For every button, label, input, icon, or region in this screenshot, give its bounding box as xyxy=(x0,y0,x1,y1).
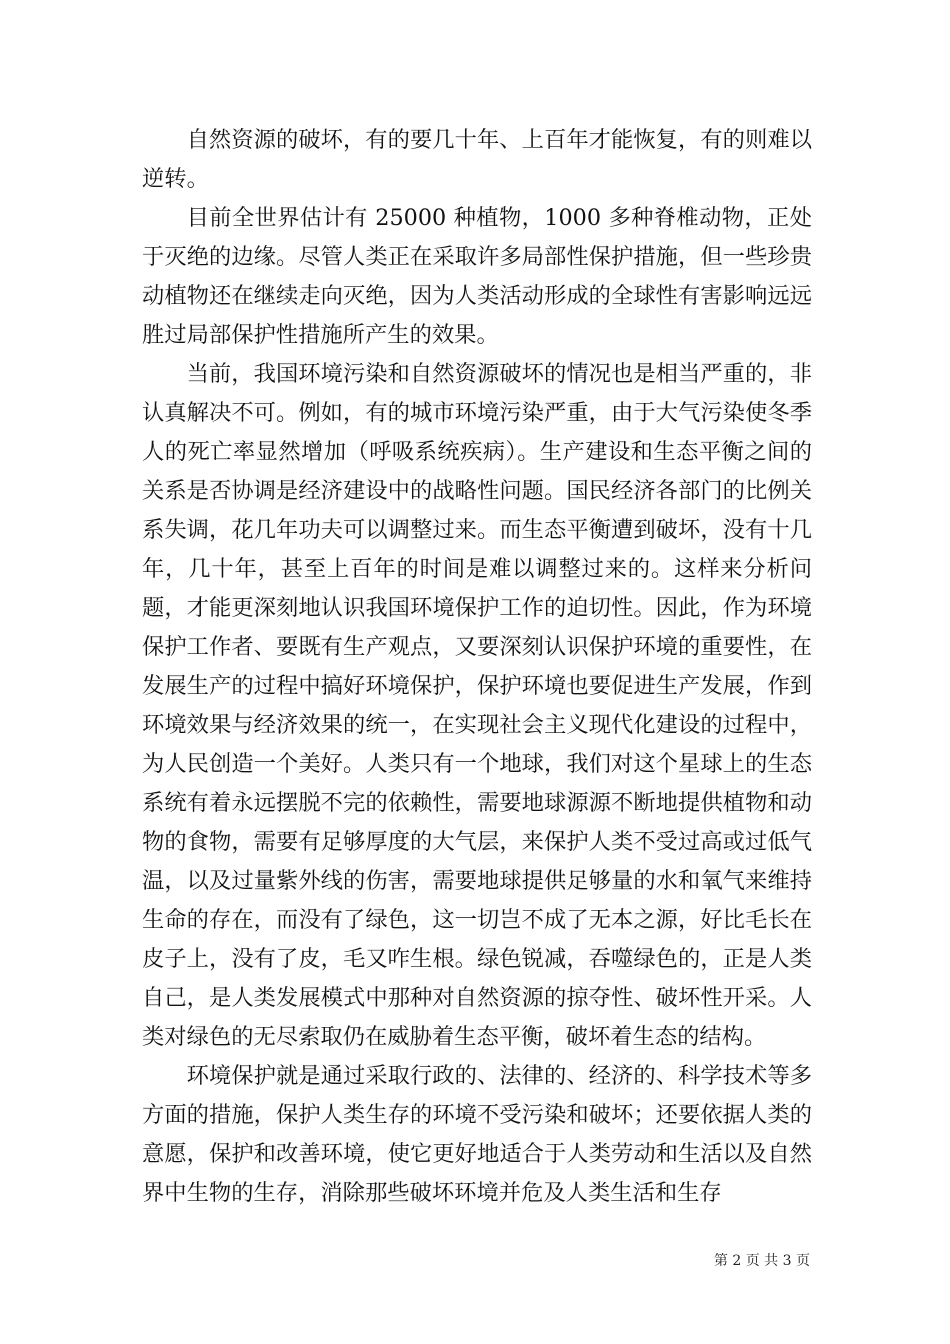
paragraph-3: 当前，我国环境污染和自然资源破坏的情况也是相当严重的，非认真解决不可。例如，有的城市环境污染严重，由于大气污染使冬季人的死亡率显然增加（呼吸系统疾病）。生产建设和生态平衡之间的关系是否协调是经济建设中的战略性问题。国民经济各部门的比例关系失调，花几年功夫可以调整过来。而生态平衡遭到破坏，没有十几年，几十年，甚至上百年的时间是难以调整过来的。这样来分析问题，才能更深刻地认识我国环境保护工作的迫切性。因此，作为环境保护工作者、要既有生产观点，又要深刻认识保护环境的重要性，在发展生产的过程中搞好环境保护，保护环境也要促进生产发展，作到环境效果与经济效果的统一，在实现社会主义现代化建设的过程中，为人民创造一个美好。人类只有一个地球，我们对这个星球上的生态系统有着永远摆脱不完的依赖性，需要地球源源不断地提供植物和动物的食物，需要有足够厚度的大气层，来保护人类不受过高或过低气温，以及过量紫外线的伤害，需要地球提供足够量的水和氧气来维持生命的存在，而没有了绿色，这一切岂不成了无本之源，好比毛长在皮子上，没有了皮，毛又咋生根。绿色锐减，吞噬绿色的，正是人类自己，是人类发展模式中那种对自然资源的掠夺性、破坏性开采。人类对绿色的无尽索取仍在威胁着生态平衡，破坏着生态的结构。 xyxy=(142,361,812,1050)
document-body xyxy=(142,121,812,1213)
paragraph-4: 环境保护就是通过采取行政的、法律的、经济的、科学技术等多方面的措施，保护人类生存的环境不受污染和破坏；还要依据人类的意愿，保护和改善环境，使它更好地适合于人类劳动和生活以及自然界中生物的生存，消除那些破坏环境并危及人类生活和生存 xyxy=(142,1063,812,1206)
page-number-footer: 第 2 页 共 3 页 xyxy=(713,1253,810,1269)
paragraph-1: 自然资源的破坏，有的要几十年、上百年才能恢复，有的则难以逆转。 xyxy=(142,127,812,192)
paragraph-2: 目前全世界估计有 25000 种植物，1000 多种脊椎动物，正处于灭绝的边缘。尽管人类正在采取许多局部性保护措施，但一些珍贵动植物还在继续走向灭绝，因为人类活动形成的全球性有害影响远远胜过局部保护性措施所产生的效果。 xyxy=(142,205,812,348)
